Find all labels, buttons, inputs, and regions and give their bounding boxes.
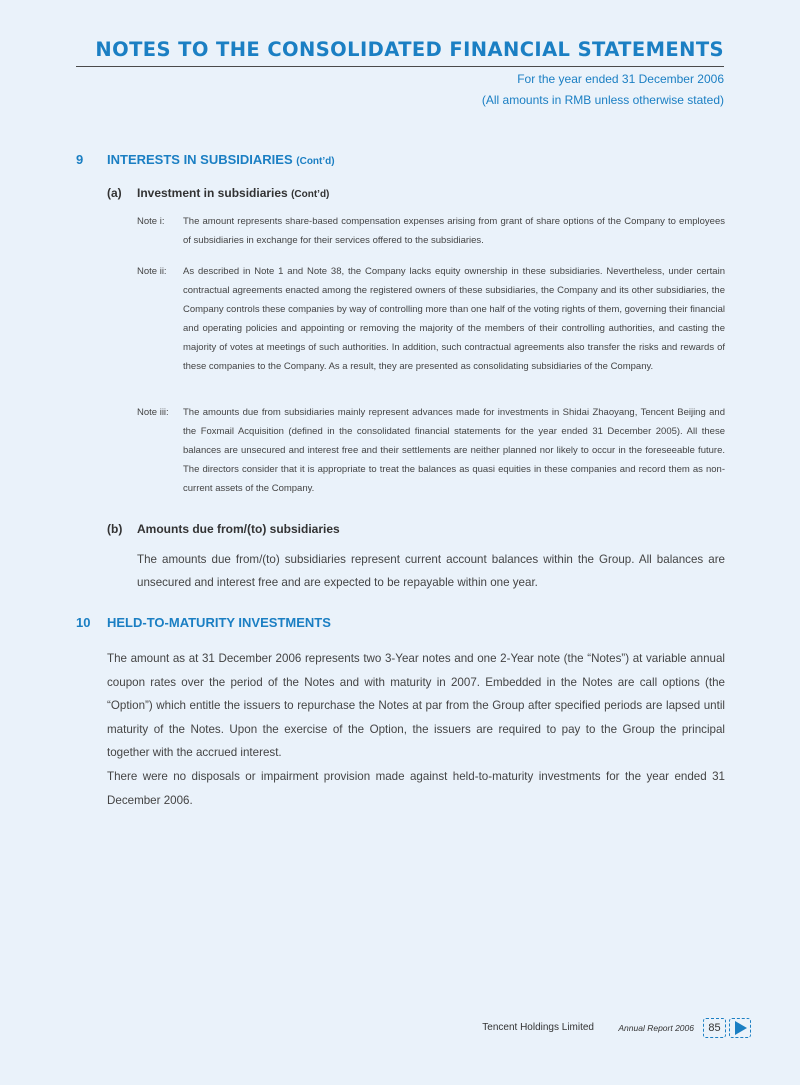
footer-company: Tencent Holdings Limited — [482, 1022, 594, 1033]
section-9-number: 9 — [76, 152, 84, 167]
play-arrow-icon — [730, 1019, 750, 1037]
note-i-label: Note i: — [137, 216, 165, 227]
subsection-a-title — [137, 186, 329, 200]
subsection-b-title: Amounts due from/(to) subsidiaries — [137, 522, 340, 536]
section-9-title — [107, 152, 335, 167]
header-currency-note: (All amounts in RMB unless otherwise stated) — [481, 93, 724, 107]
header-divider — [76, 66, 724, 67]
section-10-paragraph-2: There were no disposals or impairment provision made against held-to-maturity investments for the year ended 31 December 2006. — [107, 770, 725, 807]
note-ii-text: As described in Note 1 and Note 38, the Company lacks equity ownership in these subsidiaries. Nevertheless, under certain contractual agreements enacted among the registered owners of these subsidiaries, the Company and its other subsidiaries, the Company controls these companies by way of controlling more than one half of the voting rights of them, governing their financial and operating policies and appointing or removing the majority of the members of their controlling authorities, and casting the majority of votes at meetings of such authorities. In addition, such contractual agreements also transfer the risks and rewards of these companies to the Company. As a result, they are presented as consolidating subsidiaries of the Company. — [183, 266, 725, 372]
page-header-title: NOTES TO THE CONSOLIDATED FINANCIAL STATEMENTS — [95, 38, 724, 61]
subsection-a-letter: (a) — [107, 186, 122, 200]
section-9-title-suffix: (Cont’d) — [296, 156, 335, 167]
next-page-button[interactable] — [729, 1018, 751, 1038]
note-ii-label: Note ii: — [137, 266, 167, 277]
subsection-a-title-suffix: (Cont’d) — [291, 189, 330, 200]
section-10-number: 10 — [76, 615, 91, 630]
header-period: For the year ended 31 December 2006 — [517, 72, 724, 86]
section-9-title-text: INTERESTS IN SUBSIDIARIES — [107, 152, 293, 167]
footer-report-title: Annual Report 2006 — [618, 1023, 694, 1033]
note-i-text: The amount represents share-based compensation expenses arising from grant of share options of the Company to employees of subsidiaries in exchange for their services offered to the subsidiaries. — [183, 216, 725, 246]
page-footer — [0, 1016, 800, 1046]
subsection-b-letter: (b) — [107, 522, 123, 536]
subsection-b-text: The amounts due from/(to) subsidiaries represent current account balances within the Group. All balances are unsecured and interest free and are expected to be repayable within one year. — [137, 553, 725, 589]
page-number: 85 — [703, 1018, 726, 1038]
subsection-a-title-text: Investment in subsidiaries — [137, 186, 288, 200]
section-10-paragraph-1: The amount as at 31 December 2006 represents two 3-Year notes and one 2-Year note (the “Notes”) at variable annual coupon rates over the period of the Notes and with maturity in 2007. Embedded in the Notes are call options (the “Option”) which entitle the issuers to repurchase the Notes at par from the Group after specified periods are lapsed until maturity of the Notes. Upon the exercise of the Option, the issuers are required to pay to the Group the principal together with the accrued interest. — [107, 652, 725, 759]
section-10-title: HELD-TO-MATURITY INVESTMENTS — [107, 615, 331, 630]
note-iii-label: Note iii: — [137, 407, 169, 418]
note-iii-text: The amounts due from subsidiaries mainly represent advances made for investments in Shidai Zhaoyang, Tencent Beijing and the Foxmail Acquisition (defined in the consolidated financial statements for the year ended 31 December 2005). All these balances are unsecured and interest free and their settlements are neither planned nor likely to occur in the foreseeable future. The directors consider that it is appropriate to treat the balances as quasi equities in these companies and record them as non-current assets of the Company. — [183, 407, 725, 494]
